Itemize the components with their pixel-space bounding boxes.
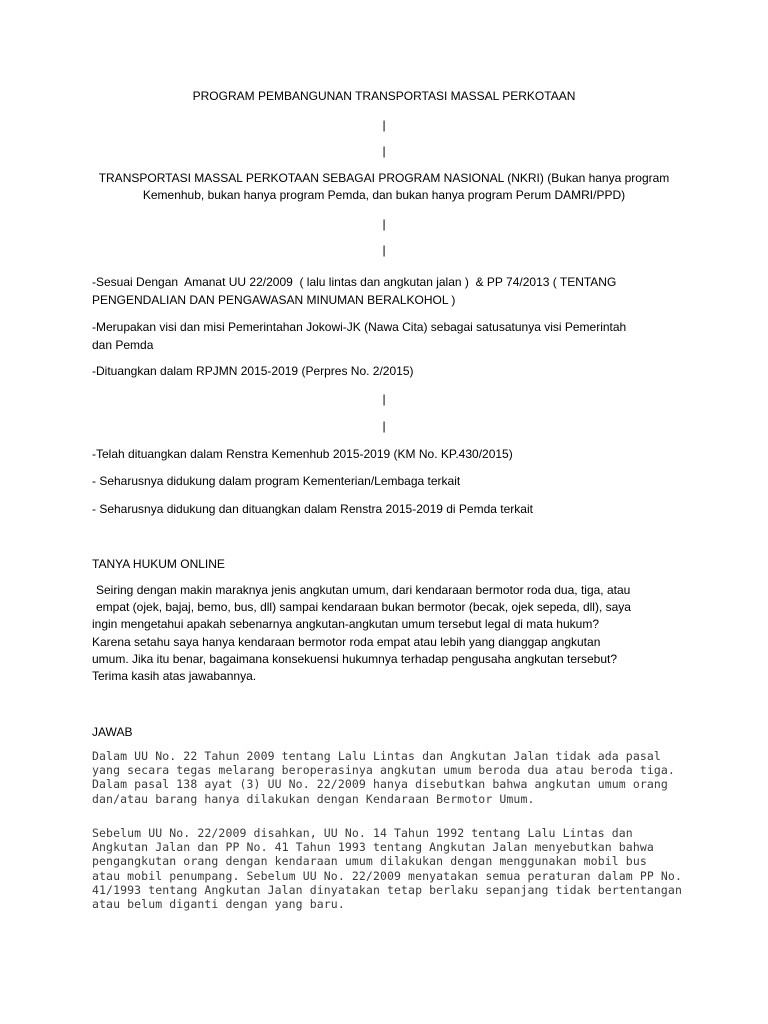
answer-line: atau mobil penumpang. Sebelum UU No. 22/2009 menyatakan semua peraturan dalam PP No. [92, 868, 682, 883]
point-item-line: PENGENDALIAN DAN PENGAWASAN MINUMAN BERALKOHOL ) [92, 293, 456, 307]
answer-line: dan/atau barang hanya dilakukan dengan Kendaraan Bermotor Umum. [92, 791, 535, 806]
answer-line: atau belum diganti dengan yang baru. [92, 897, 345, 912]
point-item-line: - Seharusnya didukung dalam program Kementerian/Lembaga terkait [92, 474, 461, 488]
question-line: Karena setahu saya hanya kendaraan bermotor roda empat atau lebih yang dianggap angkutan [92, 634, 601, 649]
answer-line: Dalam UU No. 22 Tahun 2009 tentang Lalu Lintas dan Angkutan Jalan tidak ada pasal [92, 749, 661, 763]
point-item-line: -Merupakan visi dan misi Pemerintahan Jokowi-JK (Nawa Cita) sebagai satusatunya visi Pemerintah [92, 320, 627, 334]
question-line: umum. Jika itu benar, bagaimana konsekuensi hukumnya terhadap pengusaha angkutan tersebut? [92, 651, 618, 666]
question-line: Terima kasih atas jawabannya. [92, 669, 257, 684]
answer-line: yang secara tegas melarang beroperasinya angkutan umum beroda dua atau beroda tiga. [92, 763, 675, 778]
point-item-line: dan Pemda [92, 338, 154, 352]
point-item-line: -Telah dituangkan dalam Renstra Kemenhub 2015-2019 (KM No. KP.430/2015) [92, 447, 513, 461]
national-program-line-2: Kemenhub, bukan hanya program Pemda, dan bukan hanya program Perum DAMRI/PPD) [142, 188, 626, 202]
point-item-line: -Sesuai Dengan Amanat UU 22/2009 ( lalu lintas dan angkutan jalan ) & PP 74/2013 ( TENTANG [92, 275, 617, 289]
answer-line: pengangkutan orang dengan kendaraan umum dilakukan dengan menggunakan mobil bus [92, 854, 647, 869]
question-line: empat (ojek, bajaj, bemo, bus, dll) sampai kendaraan bukan bermotor (becak, ojek sepeda, dll), saya [96, 600, 631, 615]
question-line: ingin mengetahui apakah sebenarnya angkutan-angkutan umum tersebut legal di mata hukum? [92, 617, 599, 632]
flow-bar: | [382, 118, 386, 132]
point-item-line: - Seharusnya didukung dan dituangkan dalam Renstra 2015-2019 di Pemda terkait [92, 502, 533, 516]
point-item-line: -Dituangkan dalam RPJMN 2015-2019 (Perpres No. 2/2015) [92, 364, 414, 378]
flow-bar: | [382, 392, 386, 406]
answer-paragraph-1 [92, 749, 692, 806]
answer-line: 41/1993 tentang Angkutan Jalan dinyatakan tetap berlaku sepanjang tidak bertentangan [92, 882, 682, 897]
answer-paragraph-2 [92, 826, 692, 911]
flow-bar: | [382, 217, 386, 231]
national-program-line-1: TRANSPORTASI MASSAL PERKOTAAN SEBAGAI PROGRAM NASIONAL (NKRI) (Bukan hanya program [98, 171, 670, 185]
answer-heading: JAWAB [92, 725, 133, 739]
flow-bar: | [382, 243, 386, 257]
flow-bar: | [382, 144, 386, 158]
document-title: PROGRAM PEMBANGUNAN TRANSPORTASI MASSAL PERKOTAAN [192, 89, 576, 103]
answer-line: Dalam pasal 138 ayat (3) UU No. 22/2009 hanya disebutkan bahwa angkutan umum orang [92, 777, 668, 792]
flow-bar: | [382, 419, 386, 433]
question-paragraph [92, 582, 680, 685]
answer-line: Angkutan Jalan dan PP No. 41 Tahun 1993 tentang Angkutan Jalan menyebutkan bahwa [92, 840, 654, 855]
qa-heading: TANYA HUKUM ONLINE [92, 557, 225, 571]
answer-line: Sebelum UU No. 22/2009 disahkan, UU No. 14 Tahun 1992 tentang Lalu Lintas dan [92, 826, 633, 840]
question-line: Seiring dengan makin maraknya jenis angkutan umum, dari kendaraan bermotor roda dua, tiga, atau [96, 583, 631, 597]
